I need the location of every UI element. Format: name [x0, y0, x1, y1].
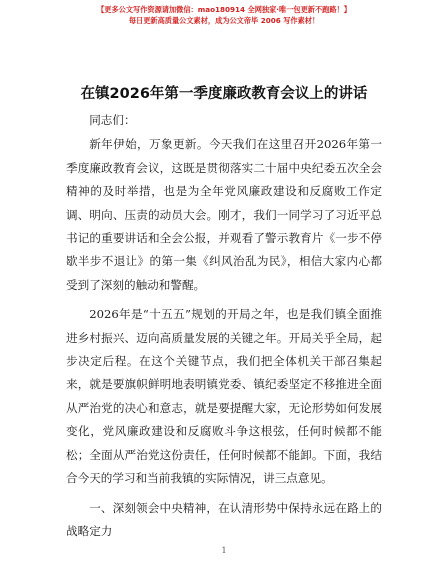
document-title: 在镇2026年第一季度廉政教育会议上的讲话 — [80, 86, 368, 102]
page-number: 1 — [221, 546, 227, 555]
document-body — [66, 109, 382, 543]
header-banner — [0, 4, 448, 26]
banner-line-2: 每日更新高质量公文素材，成为公文帝毕 2006 写作素材！ — [128, 16, 320, 25]
section-heading-1: 一、深刻领会中央精神，在认清形势中保持永远在路上的战略定力 — [66, 500, 382, 538]
banner-line-1: 【更多公文写作资源请加微信：mao180914 全网独家·唯一包更新不跑路！】 — [97, 5, 351, 14]
paragraph-context: 2026年是“十五五”规划的开局之年，也是我们镇全面推进乡村振兴、迈向高质量发展的关键之年。开局关乎全局，起步决定后程。在这个关键节点，我们把全体机关干部召集起来，就是要旗帜鲜明地表明镇党委、镇纪委坚定不移推进全面从严治党的决心和意志，就是要提醒大家，无论形势如何发展变化，党风廉政建设和反腐败斗争这根弦，任何时候都不能松；全面从严治党这份责任，任何时候都不能卸。下面，我结合今天的学习和当前我镇的实际情况，讲三点意见。 — [66, 307, 382, 486]
paragraph-intro: 新年伊始，万象更新。今天我们在这里召开2026年第一季度廉政教育会议，这既是贯彻落实二十届中央纪委五次全会精神的及时举措，也是为全年党风廉政建设和反腐败工作定调、明向、压责的动员大会。刚才，我们一同学习了习近平总书记的重要讲话和全会公报，并观看了警示教育片《一步不停歇半步不退让》的第一集《纠风治乱为民》，相信大家内心都受到了深刻的触动和警醒。 — [66, 137, 382, 292]
salutation: 同志们： — [89, 113, 136, 127]
